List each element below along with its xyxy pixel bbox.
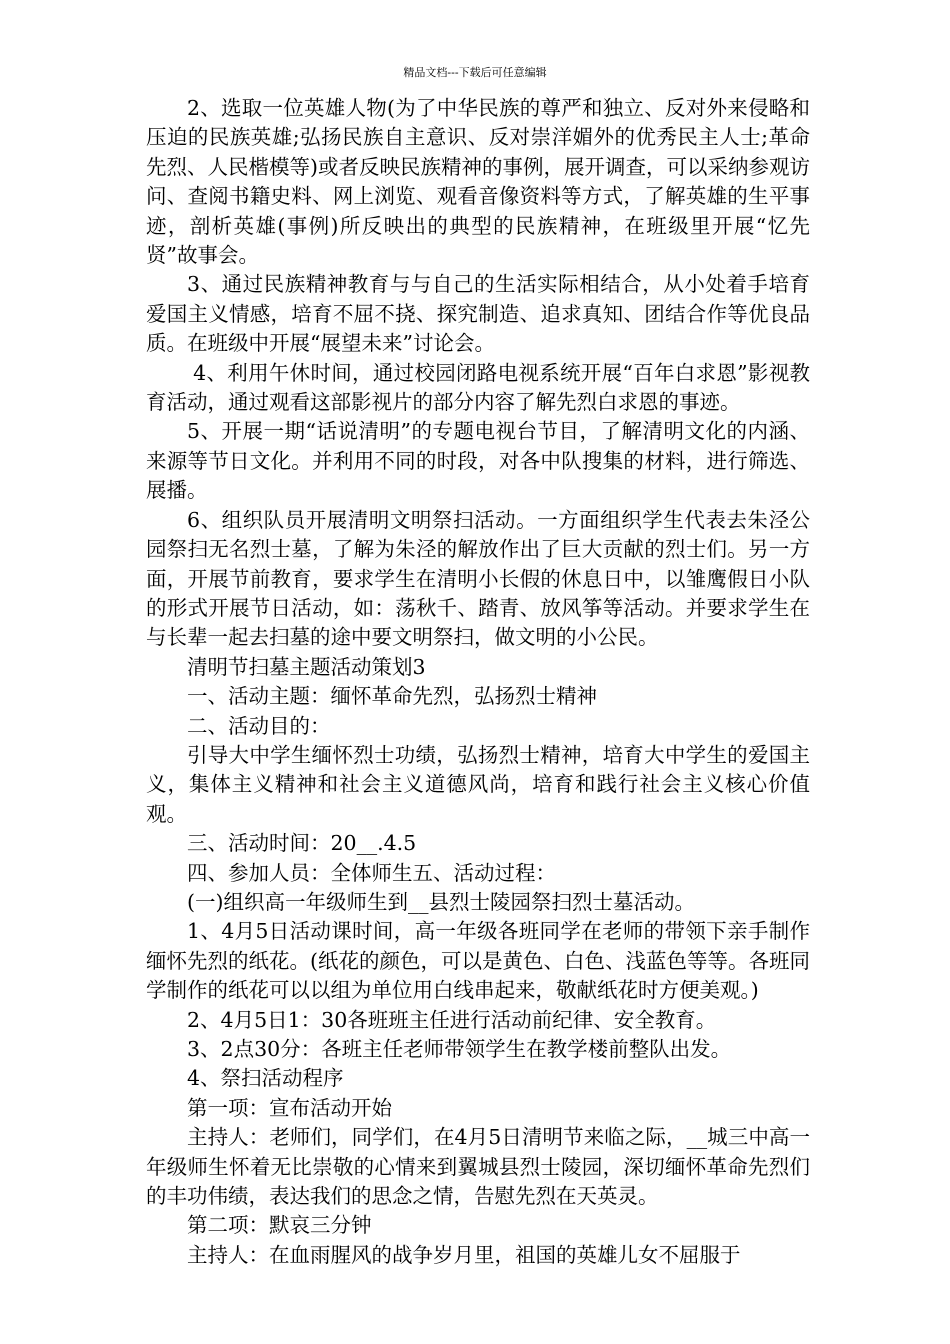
paragraph: 四、参加人员：全体师生五、活动过程：	[187, 860, 556, 885]
document-body	[146, 94, 810, 1270]
paragraph: 主持人：在血雨腥风的战争岁月里，祖国的英雄儿女不屈服于	[187, 1242, 741, 1267]
paragraph: 引导大中学生缅怀烈士功绩，弘扬烈士精神，培育大中学生的爱国主义，集体主义精神和社会主义道德风尚，培育和践行社会主义核心价值观。	[146, 742, 810, 826]
paragraph: 三、活动时间：20__.4.5	[187, 831, 417, 856]
paragraph: (一)组织高一年级师生到__县烈士陵园祭扫烈士墓活动。	[187, 889, 695, 914]
paragraph: 5、开展一期“话说清明”的专题电视台节目，了解清明文化的内涵、来源等节日文化。并利用不同的时段，对各中队搜集的材料，进行筛选、展播。	[146, 419, 810, 503]
paragraph: 一、活动主题：缅怀革命先烈，弘扬烈士精神	[187, 684, 597, 709]
section-title: 清明节扫墓主题活动策划3	[187, 654, 426, 679]
paragraph: 4、利用午休时间，通过校园闭路电视系统开展“百年白求恩”影视教育活动，通过观看这部影视片的部分内容了解先烈白求恩的事迹。	[146, 360, 810, 415]
paragraph: 2、选取一位英雄人物(为了中华民族的尊严和独立、反对外来侵略和压迫的民族英雄;弘扬民族自主意识、反对崇洋媚外的优秀民主人士;革命先烈、人民楷模等)或者反映民族精神的事例，展开调查，可以采纳参观访问、查阅书籍史料、网上浏览、观看音像资料等方式，了解英雄的生平事迹，剖析英雄(事例)所反映出的典型的民族精神，在班级里开展“忆先贤”故事会。	[146, 96, 810, 268]
paragraph: 第一项：宣布活动开始	[187, 1095, 392, 1120]
page-header: 精品文档---下载后可任意编辑	[403, 66, 547, 79]
paragraph: 1、4月5日活动课时间，高一年级各班同学在老师的带领下亲手制作缅怀先烈的纸花。(纸花的颜色，可以是黄色、白色、浅蓝色等等。各班同学制作的纸花可以以组为单位用白线串起来，敬献纸花时方便美观。)	[146, 919, 810, 1003]
paragraph: 3、2点30分：各班主任老师带领学生在教学楼前整队出发。	[187, 1037, 732, 1061]
paragraph: 主持人：老师们，同学们，在4月5日清明节来临之际，__城三中高一年级师生怀着无比崇敬的心情来到翼城县烈士陵园，深切缅怀革命先烈们的丰功伟绩，表达我们的思念之情，告慰先烈在天英灵。	[146, 1125, 810, 1209]
paragraph: 6、组织队员开展清明文明祭扫活动。一方面组织学生代表去朱泾公园祭扫无名烈士墓，了解为朱泾的解放作出了巨大贡献的烈士们。另一方面，开展节前教育，要求学生在清明小长假的休息日中，以雏鹰假日小队的形式开展节日活动，如：荡秋千、踏青、放风筝等活动。并要求学生在与长辈一起去扫墓的途中要文明祭扫，做文明的小公民。	[146, 507, 810, 650]
paragraph: 第二项：默哀三分钟	[187, 1213, 372, 1238]
paragraph: 二、活动目的：	[187, 713, 331, 738]
paragraph: 4、祭扫活动程序	[187, 1066, 344, 1091]
paragraph: 3、通过民族精神教育与与自己的生活实际相结合，从小处着手培育爱国主义情感，培育不屈不挠、探究制造、追求真知、团结合作等优良品质。在班级中开展“展望未来”讨论会。	[146, 272, 810, 356]
paragraph: 2、4月5日1：30各班班主任进行活动前纪律、安全教育。	[187, 1007, 717, 1032]
